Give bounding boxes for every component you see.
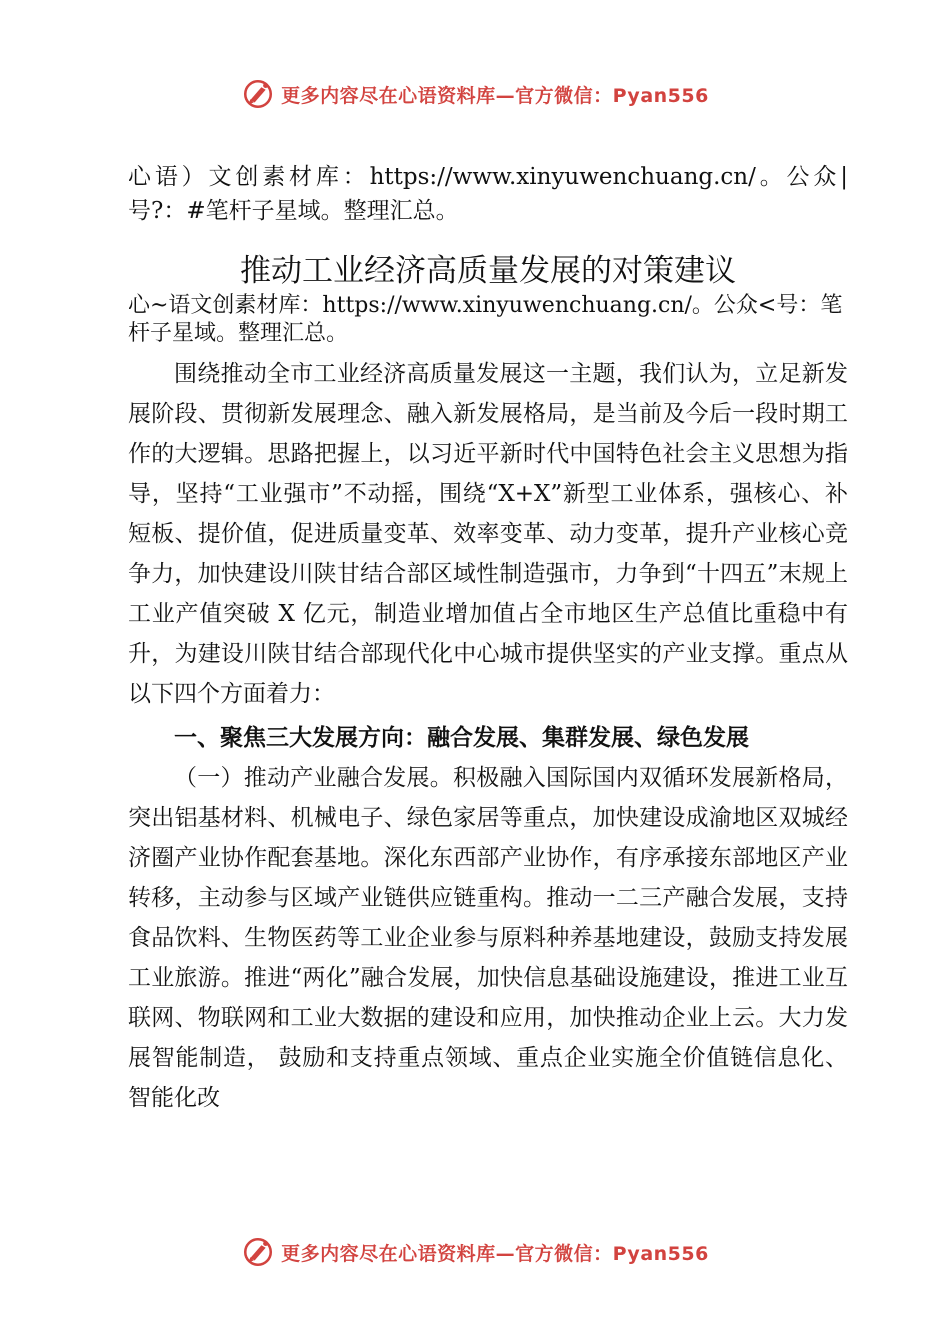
intro-paragraph: 围绕推动全市工业经济高质量发展这一主题，我们认为，立足新发展阶段、贯彻新发展理念、融入新发展格局，是当前及今后一段时期工作的大逻辑。思路把握上，以习近平新时代中国特色社会主义思想为指导，坚持“工业强市”不动摇，围绕“X+X”新型工业体系，强核心、补短板、提价值，促进质量变革、效率变革、动力变革，提升产业核心竞争力，加快建设川陕甘结合部区域性制造强市，力争到“十四五”末规上工业产值突破 X 亿元，制造业增加值占全市地区生产总值比重稳中有升，为建设川陕甘结合部现代化中心城市提供坚实的产业支撑。重点从以下四个方面着力： [128,361,848,707]
banner-text: 更多内容尽在心语资料库—官方微信：Pyan556 [281,84,709,107]
banner-text: 更多内容尽在心语资料库—官方微信：Pyan556 [281,1242,709,1265]
section-heading: 一、聚焦三大发展方向：融合发展、集群发展、绿色发展 [174,725,749,751]
source-note-top: 心语）文创素材库：https://www.xinyuwenchuang.cn/。公众|号?：#笔杆子星域。整理汇总。 [128,164,848,224]
footer-banner [0,1232,950,1272]
header-banner [0,74,950,114]
document-title: 推动工业经济高质量发展的对策建议 [240,253,736,289]
document-body [128,160,848,1118]
writing-hand-logo-icon [241,1235,275,1269]
section-paragraph: （一）推动产业融合发展。积极融入国际国内双循环发展新格局，突出铝基材料、机械电子、绿色家居等重点，加快建设成渝地区双城经济圈产业协作配套基地。深化东西部产业协作，有序承接东部地区产业转移，主动参与区域产业链供应链重构。推动一二三产融合发展，支持食品饮料、生物医药等工业企业参与原料种养基地建设，鼓励支持发展工业旅游。推进“两化”融合发展，加快信息基础设施建设，推进工业互联网、物联网和工业大数据的建设和应用，加快推动企业上云。大力发展智能制造， 鼓励和支持重点领域、重点企业实施全价值链信息化、智能化改 [128,765,848,1111]
writing-hand-logo-icon [241,77,275,111]
source-note-under-title: 心~语文创素材库：https://www.xinyuwenchuang.cn/。公众<号：笔杆子星域。整理汇总。 [128,293,843,346]
